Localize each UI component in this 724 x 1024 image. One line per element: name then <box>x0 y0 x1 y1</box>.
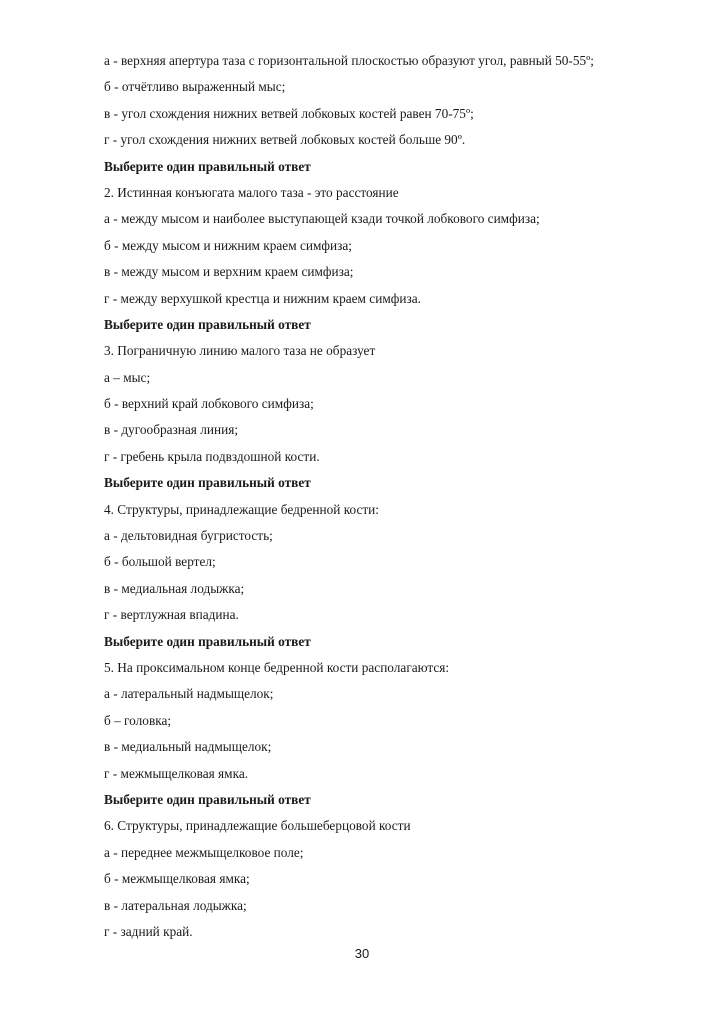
answer-option: г - гребень крыла подвздошной кости. <box>104 448 320 464</box>
answer-option: б – головка; <box>104 712 172 728</box>
instruction-heading: Выберите один правильный ответ <box>104 316 311 332</box>
answer-option: а - между мысом и наиболее выступающей кзади точкой лобкового симфиза; <box>104 211 540 227</box>
answer-option: в - медиальный надмыщелок; <box>104 739 272 755</box>
answer-option: в - угол схождения нижних ветвей лобковых костей равен 70-75º; <box>104 105 474 121</box>
question-text: 2. Истинная конъюгата малого таза - это расстояние <box>104 184 399 200</box>
question-text: 3. Пограничную линию малого таза не образует <box>104 343 376 359</box>
answer-option: б - межмыщелковая ямка; <box>104 871 250 887</box>
answer-option: а - переднее межмыщелковое поле; <box>104 844 304 860</box>
answer-option: б - между мысом и нижним краем симфиза; <box>104 237 352 253</box>
answer-option: г - угол схождения нижних ветвей лобковых костей больше 90º. <box>104 132 466 148</box>
page-number: 30 <box>354 946 370 961</box>
answer-option: а - дельтовидная бугристость; <box>104 528 273 544</box>
answer-option: в - дугообразная линия; <box>104 422 239 438</box>
question-block-2 <box>104 154 694 312</box>
answer-option: в - медиальная лодыжка; <box>104 580 245 596</box>
intro-options <box>104 48 694 154</box>
question-block-5 <box>104 629 694 787</box>
answer-option: а – мыс; <box>104 369 151 385</box>
question-text: 4. Структуры, принадлежащие бедренной кости: <box>104 501 379 517</box>
answer-option: а - латеральный надмыщелок; <box>104 686 274 702</box>
answer-option: г - вертлужная впадина. <box>104 607 239 623</box>
question-block-6 <box>104 787 694 945</box>
question-text: 5. На проксимальном конце бедренной кости располагаются: <box>104 659 450 675</box>
answer-option: в - латеральная лодыжка; <box>104 897 247 913</box>
instruction-heading: Выберите один правильный ответ <box>104 158 311 174</box>
answer-option: г - между верхушкой крестца и нижним краем симфиза. <box>104 290 421 306</box>
answer-option: г - межмыщелковая ямка. <box>104 765 249 781</box>
question-block-4 <box>104 470 694 628</box>
instruction-heading: Выберите один правильный ответ <box>104 633 311 649</box>
instruction-heading: Выберите один правильный ответ <box>104 475 311 491</box>
instruction-heading: Выберите один правильный ответ <box>104 791 311 807</box>
question-block-3 <box>104 312 694 470</box>
answer-option: б - большой вертел; <box>104 554 216 570</box>
answer-option: в - между мысом и верхним краем симфиза; <box>104 264 354 280</box>
answer-option: г - задний край. <box>104 923 193 939</box>
answer-option: а - верхняя апертура таза с горизонтальной плоскостью образуют угол, равный 50-55º; <box>104 53 594 68</box>
answer-option: б - верхний край лобкового симфиза; <box>104 396 314 412</box>
answer-option: б - отчётливо выраженный мыс; <box>104 79 286 95</box>
page-content <box>104 48 694 945</box>
question-text: 6. Структуры, принадлежащие большеберцовой кости <box>104 818 411 834</box>
